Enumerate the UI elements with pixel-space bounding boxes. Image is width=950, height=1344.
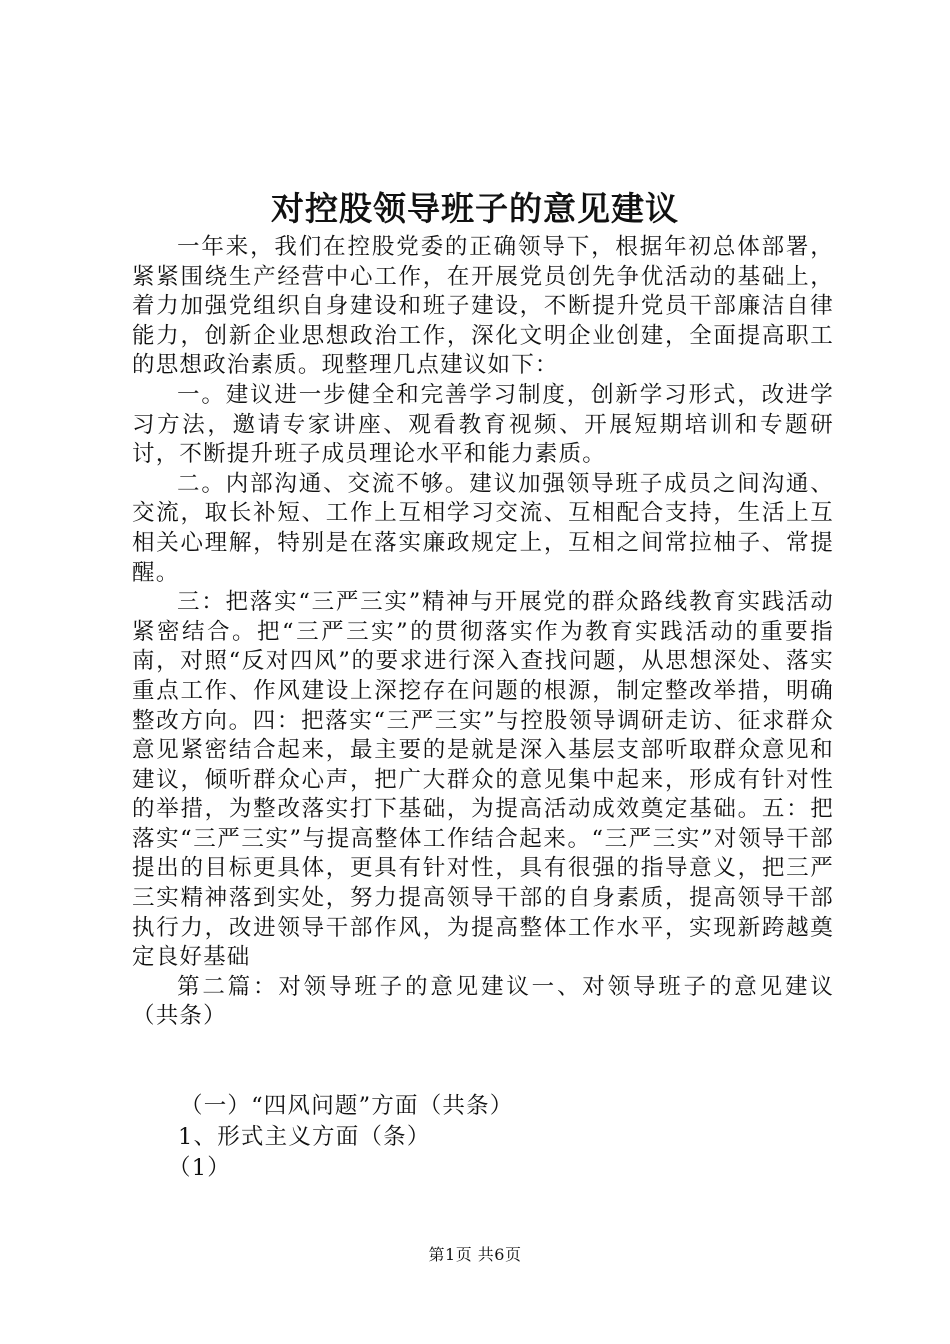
paragraph-second-part: 第二篇：对领导班子的意见建议一、对领导班子的意见建议（共条） [132, 973, 834, 1030]
list-item-number: （1） [168, 1155, 231, 1181]
page-footer: 第1页 共6页 [428, 1245, 522, 1264]
paragraph-point-1: 一。建议进一步健全和完善学习制度，创新学习形式，改进学习方法，邀请专家讲座、观看教育视频、开展短期培训和专题研讨，不断提升班子成员理论水平和能力素质。 [132, 381, 834, 468]
paragraph-point-3: 三：把落实“三严三实”精神与开展党的群众路线教育实践活动紧密结合。把“三严三实”的贯彻落实作为教育实践活动的重要指南，对照“反对四风”的要求进行深入查找问题，从思想深处、落实重点工作、作风建设上深挖存在问题的根源，制定整改举措，明确整改方向。四：把落实“三严三实”与控股领导调研走访、征求群众意见紧密结合起来，最主要的是就是深入基层支部听取群众意见和建议，倾听群众心声，把广大群众的意见集中起来，形成有针对性的举措，为整改落实打下基础，为提高活动成效奠定基础。五：把落实“三严三实”与提高整体工作结合起来。“三严三实”对领导干部提出的目标更具体，更具有针对性，具有很强的指导意义，把三严三实精神落到实处，努力提高领导干部的自身素质，提高领导干部执行力，改进领导干部作风，为提高整体工作水平，实现新跨越奠定良好基础 [132, 589, 834, 971]
paragraph-point-2: 二。内部沟通、交流不够。建议加强领导班子成员之间沟通、交流，取长补短、工作上互相学习交流、互相配合支持，生活上互相关心理解，特别是在落实廉政规定上，互相之间常拉柚子、常提醒。 [132, 470, 834, 586]
subsection-heading-formalism: 1、形式主义方面（条） [178, 1124, 431, 1150]
document-title: 对控股领导班子的意见建议 [271, 189, 679, 228]
document-body [132, 233, 834, 1032]
paragraph-intro: 一年来，我们在控股党委的正确领导下，根据年初总体部署，紧紧围绕生产经营中心工作，在开展党员创先争优活动的基础上，着力加强党组织自身建设和班子建设，不断提升党员干部廉洁自律能力，创新企业思想政治工作，深化文明企业创建，全面提高职工的思想政治素质。现整理几点建议如下： [132, 234, 834, 379]
section-heading-four-winds: （一）“四风问题”方面（共条） [180, 1093, 514, 1119]
